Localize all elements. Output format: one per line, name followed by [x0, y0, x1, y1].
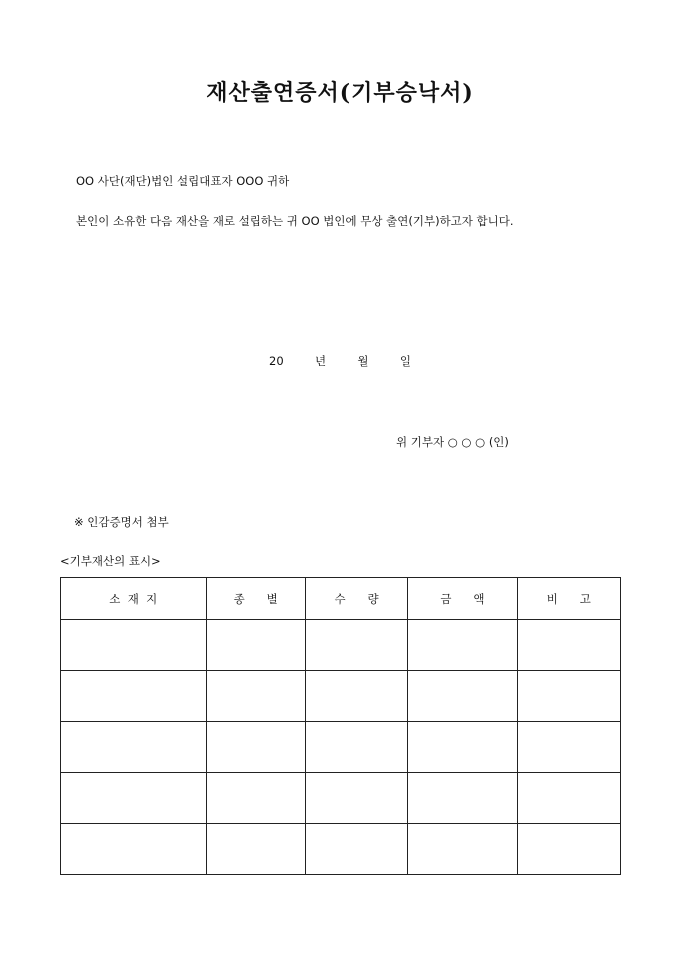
- attachment-note: ※ 인감증명서 첨부: [74, 515, 169, 529]
- donation-statement: 본인이 소유한 다음 재산을 재로 설립하는 귀 OO 법인에 무상 출연(기부)하고자 합니다.: [76, 214, 514, 228]
- header-quantity: 수 량: [305, 578, 407, 620]
- table-header-row: [61, 578, 621, 620]
- table-cell: [61, 773, 207, 824]
- table-row: [61, 620, 621, 671]
- donor-signature-line: 위 기부자 ○ ○ ○ (인): [396, 435, 509, 449]
- table-cell: [517, 671, 620, 722]
- date-day-unit: 일: [399, 354, 411, 368]
- table-cell: [408, 620, 517, 671]
- table-cell: [408, 722, 517, 773]
- table-cell: [61, 620, 207, 671]
- document-title: 재산출연증서(기부승낙서): [206, 80, 474, 106]
- table-row: [61, 824, 621, 875]
- table-cell: [305, 773, 407, 824]
- table-cell: [517, 773, 620, 824]
- addressee-line: OO 사단(재단)법인 설립대표자 OOO 귀하: [76, 174, 290, 188]
- table-cell: [517, 620, 620, 671]
- table-cell: [206, 773, 305, 824]
- date-month-unit: 월: [357, 354, 369, 368]
- date-line: [0, 353, 680, 369]
- table-row: [61, 773, 621, 824]
- table-cell: [61, 824, 207, 875]
- property-table: [60, 577, 621, 875]
- table-cell: [61, 671, 207, 722]
- table-cell: [206, 824, 305, 875]
- table-cell: [206, 620, 305, 671]
- table-cell: [61, 722, 207, 773]
- table-cell: [305, 824, 407, 875]
- header-remarks: 비 고: [517, 578, 620, 620]
- header-location: 소 재 지: [61, 578, 207, 620]
- date-year-unit: 년: [315, 354, 327, 368]
- header-amount: 금 액: [408, 578, 517, 620]
- table-cell: [517, 824, 620, 875]
- table-cell: [408, 671, 517, 722]
- table-caption: <기부재산의 표시>: [60, 554, 161, 568]
- table-row: [61, 671, 621, 722]
- table-cell: [305, 671, 407, 722]
- table-cell: [206, 722, 305, 773]
- table-row: [61, 722, 621, 773]
- table-cell: [408, 824, 517, 875]
- table-cell: [206, 671, 305, 722]
- table-cell: [305, 722, 407, 773]
- date-year: 20: [269, 354, 284, 368]
- header-type: 종 별: [206, 578, 305, 620]
- table-cell: [408, 773, 517, 824]
- table-cell: [517, 722, 620, 773]
- table-cell: [305, 620, 407, 671]
